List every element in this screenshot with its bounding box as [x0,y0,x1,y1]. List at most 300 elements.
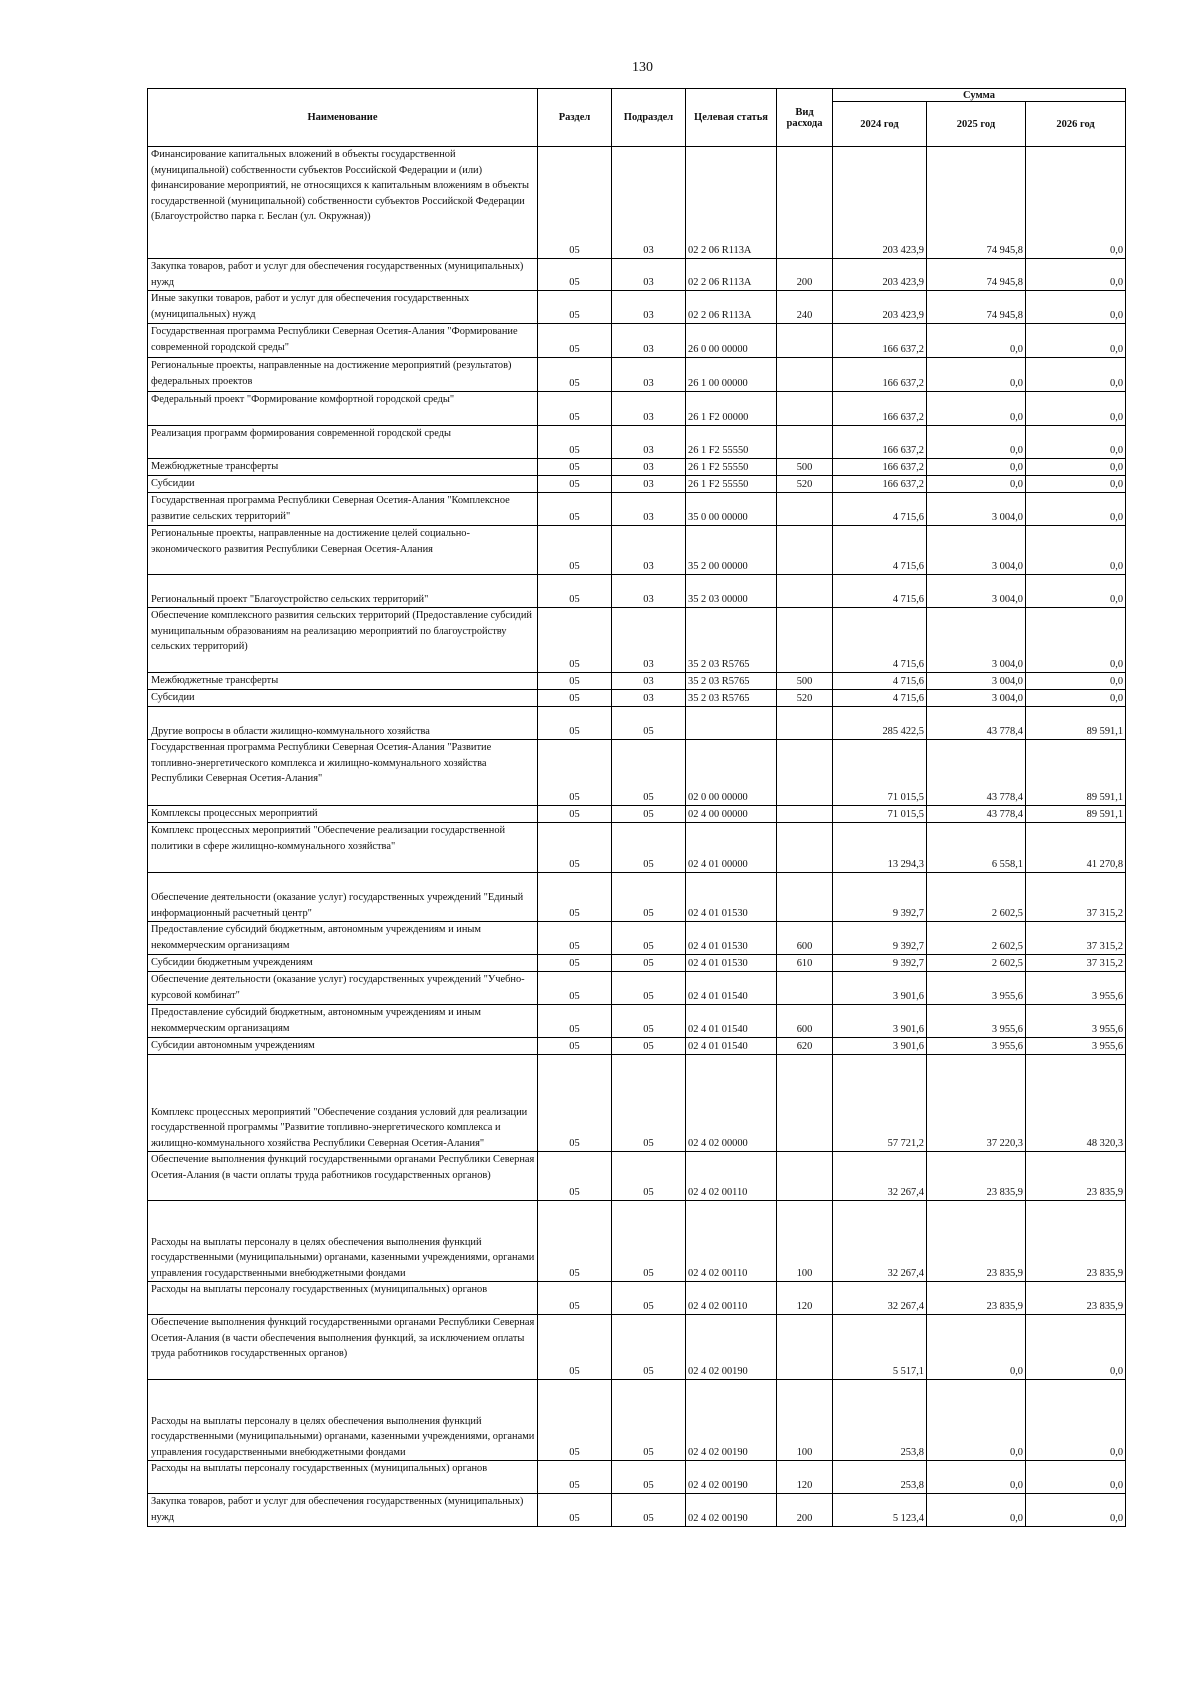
cell-expense-type: 100 [777,1380,833,1461]
cell-target-item: 26 0 00 00000 [686,324,777,358]
header-year-2024: 2024 год [833,102,927,147]
cell-target-item: 26 1 F2 00000 [686,392,777,426]
cell-expense-type [777,526,833,575]
cell-2025: 3 004,0 [927,690,1026,707]
cell-2024: 4 715,6 [833,690,927,707]
cell-2026: 0,0 [1026,1315,1126,1380]
cell-name: Региональные проекты, направленные на достижение целей социально-экономического развития Республики Северная Осетия-Алания [148,526,538,575]
cell-2024: 4 715,6 [833,575,927,608]
cell-2025: 23 835,9 [927,1201,1026,1282]
cell-2024: 4 715,6 [833,493,927,526]
cell-2026: 0,0 [1026,259,1126,291]
cell-2025: 0,0 [927,476,1026,493]
cell-expense-type: 500 [777,459,833,476]
cell-2024: 3 901,6 [833,972,927,1005]
cell-2024: 203 423,9 [833,291,927,324]
cell-section: 05 [538,1201,612,1282]
cell-2024: 57 721,2 [833,1055,927,1152]
cell-subsection: 05 [612,1055,686,1152]
cell-expense-type: 620 [777,1038,833,1055]
cell-2026: 0,0 [1026,690,1126,707]
cell-expense-type: 240 [777,291,833,324]
table-row [148,1461,1126,1494]
cell-2024: 9 392,7 [833,873,927,922]
cell-2024: 166 637,2 [833,426,927,459]
cell-target-item: 02 2 06 R113A [686,291,777,324]
cell-name: Обеспечение комплексного развития сельских территорий (Предоставление субсидий муниципальным образованиям на реализацию мероприятий по благоустройству сельских территорий) [148,608,538,673]
cell-section: 05 [538,1315,612,1380]
cell-2026: 0,0 [1026,476,1126,493]
table-row [148,707,1126,740]
table-row [148,608,1126,673]
cell-subsection: 05 [612,823,686,873]
cell-2024: 3 901,6 [833,1038,927,1055]
cell-2026: 23 835,9 [1026,1152,1126,1201]
cell-name: Закупка товаров, работ и услуг для обеспечения государственных (муниципальных) нужд [148,259,538,291]
cell-2025: 3 955,6 [927,1005,1026,1038]
cell-2026: 3 955,6 [1026,1005,1126,1038]
cell-section: 05 [538,1152,612,1201]
cell-name: Государственная программа Республики Северная Осетия-Алания "Формирование современной городской среды" [148,324,538,358]
table-row [148,291,1126,324]
cell-subsection: 05 [612,1152,686,1201]
cell-2024: 166 637,2 [833,358,927,392]
cell-2026: 89 591,1 [1026,806,1126,823]
cell-expense-type [777,324,833,358]
header-year-2025: 2025 год [927,102,1026,147]
header-section: Раздел [538,89,612,147]
cell-2024: 71 015,5 [833,740,927,806]
cell-section: 05 [538,707,612,740]
cell-name: Межбюджетные трансферты [148,673,538,690]
cell-subsection: 05 [612,955,686,972]
cell-2026: 37 315,2 [1026,922,1126,955]
cell-name: Обеспечение выполнения функций государственными органами Республики Северная Осетия-Алания (в части оплаты труда работников государственных органов) [148,1152,538,1201]
cell-2024: 253,8 [833,1380,927,1461]
table-body [148,147,1126,1527]
table-row [148,392,1126,426]
cell-section: 05 [538,972,612,1005]
cell-subsection: 03 [612,291,686,324]
cell-expense-type [777,823,833,873]
cell-2026: 0,0 [1026,459,1126,476]
cell-subsection: 03 [612,493,686,526]
cell-expense-type: 200 [777,259,833,291]
table-row [148,955,1126,972]
cell-target-item: 02 4 02 00000 [686,1055,777,1152]
budget-table [147,88,1126,1527]
cell-2025: 0,0 [927,1461,1026,1494]
cell-subsection: 03 [612,259,686,291]
cell-subsection: 05 [612,1494,686,1527]
cell-name: Субсидии бюджетным учреждениям [148,955,538,972]
cell-2025: 0,0 [927,1494,1026,1527]
cell-target-item: 26 1 F2 55550 [686,426,777,459]
cell-target-item: 35 2 00 00000 [686,526,777,575]
cell-target-item: 02 4 01 01530 [686,922,777,955]
cell-2024: 285 422,5 [833,707,927,740]
header-name: Наименование [148,89,538,147]
cell-2024: 4 715,6 [833,673,927,690]
cell-2024: 9 392,7 [833,922,927,955]
cell-section: 05 [538,740,612,806]
cell-2025: 43 778,4 [927,740,1026,806]
cell-2026: 37 315,2 [1026,873,1126,922]
cell-expense-type [777,575,833,608]
cell-2026: 0,0 [1026,575,1126,608]
cell-section: 05 [538,673,612,690]
cell-2025: 0,0 [927,392,1026,426]
cell-target-item: 02 4 01 01530 [686,955,777,972]
cell-section: 05 [538,1461,612,1494]
cell-target-item: 26 1 F2 55550 [686,476,777,493]
table-row [148,740,1126,806]
cell-subsection: 05 [612,1315,686,1380]
cell-target-item: 02 4 02 00190 [686,1494,777,1527]
cell-2025: 0,0 [927,1315,1026,1380]
cell-target-item: 02 4 01 01530 [686,873,777,922]
cell-2026: 0,0 [1026,392,1126,426]
header-year-2026: 2026 год [1026,102,1126,147]
table-row [148,1494,1126,1527]
cell-2026: 41 270,8 [1026,823,1126,873]
table-row [148,358,1126,392]
cell-2025: 3 004,0 [927,673,1026,690]
cell-2026: 0,0 [1026,673,1126,690]
cell-subsection: 05 [612,1038,686,1055]
cell-expense-type [777,392,833,426]
cell-2024: 5 123,4 [833,1494,927,1527]
cell-2026: 23 835,9 [1026,1282,1126,1315]
table-row [148,1201,1126,1282]
table-row [148,147,1126,259]
header-expense-type: Вид расхода [777,89,833,147]
cell-name: Расходы на выплаты персоналу в целях обеспечения выполнения функций государственными (муниципальными) органами, казенными учреждениями, органами управления государственными внебюджетными фондами [148,1201,538,1282]
cell-2024: 13 294,3 [833,823,927,873]
cell-2026: 0,0 [1026,608,1126,673]
cell-expense-type: 100 [777,1201,833,1282]
cell-name: Субсидии [148,690,538,707]
cell-2024: 3 901,6 [833,1005,927,1038]
cell-target-item: 02 4 02 00110 [686,1282,777,1315]
cell-2025: 2 602,5 [927,922,1026,955]
cell-target-item: 02 4 01 01540 [686,1038,777,1055]
cell-expense-type: 600 [777,922,833,955]
cell-expense-type [777,1315,833,1380]
cell-name: Региональные проекты, направленные на достижение мероприятий (результатов) федеральных проектов [148,358,538,392]
cell-name: Межбюджетные трансферты [148,459,538,476]
cell-2024: 71 015,5 [833,806,927,823]
cell-2025: 3 004,0 [927,493,1026,526]
cell-name: Обеспечение деятельности (оказание услуг) государственных учреждений "Единый информационный расчетный центр" [148,873,538,922]
cell-subsection: 05 [612,740,686,806]
cell-2026: 0,0 [1026,147,1126,259]
cell-2026: 0,0 [1026,1461,1126,1494]
cell-expense-type [777,972,833,1005]
cell-2025: 2 602,5 [927,955,1026,972]
cell-section: 05 [538,575,612,608]
cell-target-item: 02 2 06 R113A [686,147,777,259]
cell-expense-type [777,1055,833,1152]
cell-2024: 166 637,2 [833,476,927,493]
cell-subsection: 03 [612,575,686,608]
cell-name: Реализация программ формирования современной городской среды [148,426,538,459]
cell-subsection: 05 [612,1201,686,1282]
cell-2025: 43 778,4 [927,707,1026,740]
cell-2024: 32 267,4 [833,1282,927,1315]
cell-subsection: 03 [612,426,686,459]
cell-2026: 0,0 [1026,526,1126,575]
header-subsection: Подраздел [612,89,686,147]
table-row [148,922,1126,955]
cell-subsection: 05 [612,806,686,823]
cell-subsection: 03 [612,476,686,493]
cell-target-item: 02 4 01 00000 [686,823,777,873]
cell-2024: 166 637,2 [833,392,927,426]
cell-name: Предоставление субсидий бюджетным, автономным учреждениям и иным некоммерческим организациям [148,1005,538,1038]
cell-section: 05 [538,806,612,823]
cell-name: Другие вопросы в области жилищно-коммунального хозяйства [148,707,538,740]
cell-target-item: 02 4 02 00190 [686,1315,777,1380]
cell-2025: 43 778,4 [927,806,1026,823]
cell-2025: 3 004,0 [927,608,1026,673]
cell-name: Расходы на выплаты персоналу государственных (муниципальных) органов [148,1461,538,1494]
table-row [148,1282,1126,1315]
cell-target-item: 02 4 02 00110 [686,1201,777,1282]
cell-name: Региональный проект "Благоустройство сельских территорий" [148,575,538,608]
cell-subsection: 03 [612,673,686,690]
table-row [148,1055,1126,1152]
cell-section: 05 [538,526,612,575]
cell-2026: 48 320,3 [1026,1055,1126,1152]
cell-section: 05 [538,1055,612,1152]
cell-target-item: 02 2 06 R113A [686,259,777,291]
cell-2026: 0,0 [1026,1380,1126,1461]
cell-2024: 9 392,7 [833,955,927,972]
cell-2024: 253,8 [833,1461,927,1494]
table-row [148,426,1126,459]
cell-2025: 0,0 [927,459,1026,476]
cell-subsection: 05 [612,972,686,1005]
cell-expense-type [777,707,833,740]
cell-name: Комплексы процессных мероприятий [148,806,538,823]
cell-subsection: 05 [612,922,686,955]
table-row [148,1038,1126,1055]
cell-name: Расходы на выплаты персоналу государственных (муниципальных) органов [148,1282,538,1315]
cell-expense-type [777,740,833,806]
cell-2024: 166 637,2 [833,324,927,358]
cell-target-item: 02 4 01 01540 [686,1005,777,1038]
cell-2025: 0,0 [927,426,1026,459]
cell-target-item: 26 1 F2 55550 [686,459,777,476]
cell-2025: 6 558,1 [927,823,1026,873]
cell-expense-type [777,1152,833,1201]
cell-section: 05 [538,1380,612,1461]
cell-2024: 4 715,6 [833,608,927,673]
cell-section: 05 [538,608,612,673]
cell-expense-type [777,147,833,259]
cell-2026: 0,0 [1026,291,1126,324]
cell-name: Обеспечение выполнения функций государственными органами Республики Северная Осетия-Алания (в части обеспечения выполнения функций, за исключением оплаты труда работников государственных органов) [148,1315,538,1380]
cell-section: 05 [538,147,612,259]
table-row [148,493,1126,526]
cell-subsection: 05 [612,1380,686,1461]
cell-section: 05 [538,426,612,459]
cell-expense-type [777,873,833,922]
cell-section: 05 [538,1038,612,1055]
cell-2025: 37 220,3 [927,1055,1026,1152]
cell-2026: 89 591,1 [1026,740,1126,806]
cell-expense-type [777,493,833,526]
cell-2024: 32 267,4 [833,1201,927,1282]
cell-target-item: 35 2 03 R5765 [686,673,777,690]
cell-name: Закупка товаров, работ и услуг для обеспечения государственных (муниципальных) нужд [148,1494,538,1527]
cell-subsection: 03 [612,690,686,707]
cell-2026: 0,0 [1026,358,1126,392]
cell-section: 05 [538,1282,612,1315]
cell-name: Иные закупки товаров, работ и услуг для обеспечения государственных (муниципальных) нужд [148,291,538,324]
cell-2026: 0,0 [1026,493,1126,526]
cell-2026: 0,0 [1026,324,1126,358]
cell-2026: 3 955,6 [1026,972,1126,1005]
cell-name: Комплекс процессных мероприятий "Обеспечение реализации государственной политики в сфере жилищно-коммунального хозяйства" [148,823,538,873]
cell-2025: 0,0 [927,324,1026,358]
cell-target-item: 02 4 02 00190 [686,1461,777,1494]
cell-name: Государственная программа Республики Северная Осетия-Алания "Развитие топливно-энергетического комплекса и жилищно-коммунального хозяйства Республики Северная Осетия-Алания" [148,740,538,806]
table-row [148,972,1126,1005]
cell-name: Предоставление субсидий бюджетным, автономным учреждениям и иным некоммерческим организациям [148,922,538,955]
cell-section: 05 [538,1494,612,1527]
cell-target-item: 02 4 01 01540 [686,972,777,1005]
cell-2025: 3 955,6 [927,1038,1026,1055]
cell-2025: 3 955,6 [927,972,1026,1005]
cell-name: Государственная программа Республики Северная Осетия-Алания "Комплексное развитие сельских территорий" [148,493,538,526]
cell-target-item: 02 4 02 00190 [686,1380,777,1461]
cell-2026: 89 591,1 [1026,707,1126,740]
table-row [148,259,1126,291]
cell-section: 05 [538,459,612,476]
cell-name: Расходы на выплаты персоналу в целях обеспечения выполнения функций государственными (муниципальными) органами, казенными учреждениями, органами управления государственными внебюджетными фондами [148,1380,538,1461]
header-sum: Сумма [833,89,1126,102]
cell-target-item: 35 2 03 00000 [686,575,777,608]
cell-2026: 0,0 [1026,426,1126,459]
cell-expense-type: 500 [777,673,833,690]
cell-section: 05 [538,476,612,493]
cell-subsection: 03 [612,459,686,476]
table-row [148,526,1126,575]
cell-name: Комплекс процессных мероприятий "Обеспечение создания условий для реализации государственной программы "Развитие топливно-энергетического комплекса и жилищно-коммунального хозяйства Республики Северная Осетия-Алания" [148,1055,538,1152]
cell-section: 05 [538,358,612,392]
header-target-item: Целевая статья [686,89,777,147]
table-row [148,575,1126,608]
cell-target-item: 35 0 00 00000 [686,493,777,526]
cell-expense-type: 600 [777,1005,833,1038]
cell-subsection: 05 [612,873,686,922]
cell-2025: 74 945,8 [927,147,1026,259]
cell-target-item: 02 0 00 00000 [686,740,777,806]
table-row [148,873,1126,922]
cell-section: 05 [538,690,612,707]
table-row [148,1152,1126,1201]
table-row [148,806,1126,823]
cell-subsection: 05 [612,1461,686,1494]
cell-2025: 74 945,8 [927,291,1026,324]
table-row [148,324,1126,358]
cell-expense-type [777,806,833,823]
cell-subsection: 03 [612,608,686,673]
cell-subsection: 03 [612,147,686,259]
cell-expense-type: 520 [777,690,833,707]
cell-section: 05 [538,1005,612,1038]
table-row [148,1005,1126,1038]
table-row [148,690,1126,707]
cell-expense-type [777,608,833,673]
cell-2024: 203 423,9 [833,259,927,291]
cell-expense-type [777,358,833,392]
table-row [148,459,1126,476]
cell-target-item: 02 4 00 00000 [686,806,777,823]
cell-2025: 3 004,0 [927,575,1026,608]
table-row [148,476,1126,493]
cell-expense-type: 520 [777,476,833,493]
cell-2025: 3 004,0 [927,526,1026,575]
cell-2025: 23 835,9 [927,1152,1026,1201]
cell-subsection: 03 [612,526,686,575]
cell-section: 05 [538,823,612,873]
cell-subsection: 05 [612,1282,686,1315]
table-header-row [148,89,1126,102]
cell-target-item: 35 2 03 R5765 [686,608,777,673]
cell-2025: 0,0 [927,1380,1026,1461]
page-number: 130 [632,60,653,75]
table-row [148,1380,1126,1461]
cell-2025: 74 945,8 [927,259,1026,291]
cell-subsection: 05 [612,707,686,740]
cell-section: 05 [538,955,612,972]
cell-subsection: 05 [612,1005,686,1038]
cell-2025: 0,0 [927,358,1026,392]
cell-subsection: 03 [612,392,686,426]
cell-section: 05 [538,873,612,922]
cell-2026: 3 955,6 [1026,1038,1126,1055]
cell-2024: 5 517,1 [833,1315,927,1380]
cell-section: 05 [538,291,612,324]
cell-name: Финансирование капитальных вложений в объекты государственной (муниципальной) собственности субъектов Российской Федерации и (или) финансирование мероприятий, не относящихся к капитальным вложениям в объекты государственной (муниципальной) собственности субъектов Российской Федерации (Благоустройство парка г. Беслан (ул. Окружная)) [148,147,538,259]
cell-2026: 0,0 [1026,1494,1126,1527]
cell-2026: 37 315,2 [1026,955,1126,972]
cell-name: Субсидии автономным учреждениям [148,1038,538,1055]
cell-target-item: 26 1 00 00000 [686,358,777,392]
cell-name: Субсидии [148,476,538,493]
cell-2024: 203 423,9 [833,147,927,259]
cell-expense-type: 120 [777,1282,833,1315]
cell-2025: 2 602,5 [927,873,1026,922]
cell-target-item: 35 2 03 R5765 [686,690,777,707]
cell-target-item: 02 4 02 00110 [686,1152,777,1201]
cell-2024: 32 267,4 [833,1152,927,1201]
cell-section: 05 [538,259,612,291]
cell-section: 05 [538,392,612,426]
cell-section: 05 [538,493,612,526]
cell-name: Федеральный проект "Формирование комфортной городской среды" [148,392,538,426]
cell-2024: 166 637,2 [833,459,927,476]
cell-2026: 23 835,9 [1026,1201,1126,1282]
cell-subsection: 03 [612,358,686,392]
cell-expense-type: 120 [777,1461,833,1494]
cell-2024: 4 715,6 [833,526,927,575]
cell-section: 05 [538,922,612,955]
cell-expense-type: 610 [777,955,833,972]
